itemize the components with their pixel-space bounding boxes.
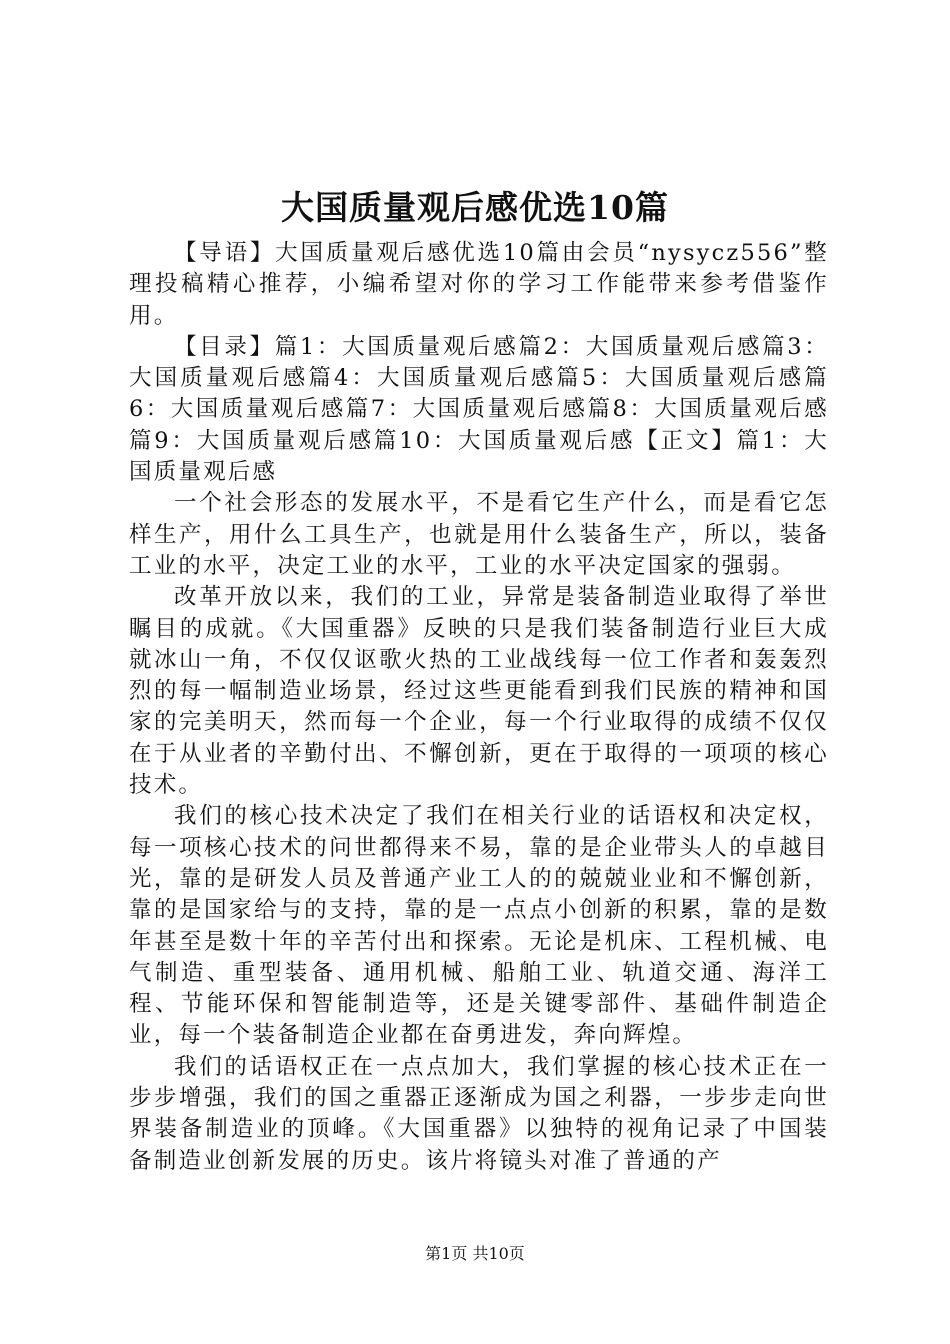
body-paragraph: 我们的核心技术决定了我们在相关行业的话语权和决定权，每一项核心技术的问世都得来不易，靠的是企业带头人的卓越目光，靠的是研发人员及普通产业工人的的兢兢业业和不懈创新，靠的是国家给与的支持，靠的是一点点小创新的积累，靠的是数年甚至是数十年的辛苦付出和探索。无论是机床、工程机械、电气制造、重型装备、通用机械、船舶工业、轨道交通、海洋工程、节能环保和智能制造等，还是关键零部件、基础件制造企业，每一个装备制造企业都在奋勇进发，奔向辉煌。 (129, 803, 829, 1049)
body-paragraph: 改革开放以来，我们的工业，异常是装备制造业取得了举世瞩目的成就。《大国重器》反映的只是我们装备制造行业巨大成就冰山一角，不仅仅讴歌火热的工业战线每一位工作者和轰轰烈烈的每一幅制造业场景，经过这些更能看到我们民族的精神和国家的完美明天，然而每一个企业，每一个行业取得的成绩不仅仅在于从业者的辛勤付出、不懈创新，更在于取得的一项项的核心技术。 (129, 584, 829, 799)
toc-paragraph: 【目录】篇1：大国质量观后感篇2：大国质量观后感篇3：大国质量观后感篇4：大国质量观后感篇5：大国质量观后感篇6：大国质量观后感篇7：大国质量观后感篇8：大国质量观后感篇9：大国质量观后感篇10：大国质量观后感【正文】篇1：大国质量观后感 (129, 333, 829, 486)
body-paragraph: 我们的话语权正在一点点加大，我们掌握的核心技术正在一步步增强，我们的国之重器正逐渐成为国之利器，一步步走向世界装备制造业的顶峰。《大国重器》以独特的视角记录了中国装备制造业创新发展的历史。该片将镜头对准了普通的产 (129, 1053, 829, 1174)
body-paragraph: 一个社会形态的发展水平，不是看它生产什么，而是看它怎样生产，用什么工具生产，也就是用什么装备生产，所以，装备工业的水平，决定工业的水平，工业的水平决定国家的强弱。 (129, 490, 829, 579)
document-title: 大国质量观后感优选10篇 (281, 188, 669, 227)
document-body (129, 238, 829, 1177)
page-number-footer: 第1页 共10页 (425, 1244, 525, 1263)
intro-paragraph: 【导语】大国质量观后感优选10篇由会员“nysycz556”整理投稿精心推荐，小编希望对你的学习工作能带来参考借鉴作用。 (129, 240, 829, 329)
